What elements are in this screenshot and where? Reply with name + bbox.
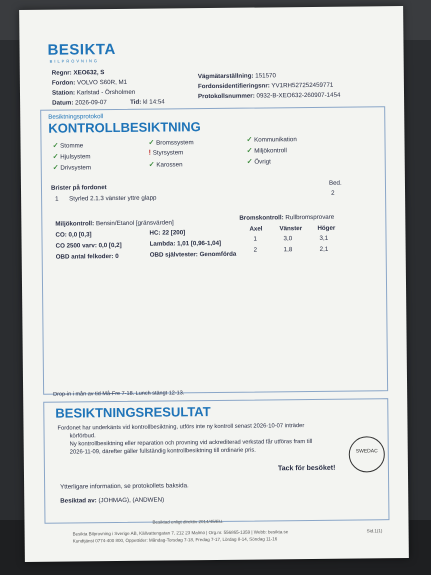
tid-row: Tid: kl 14:54 (130, 98, 165, 106)
datum-row: Datum: 2026-09-07 (52, 99, 107, 107)
broms-label: Bromskontroll: Rullbromsprovare (239, 213, 335, 222)
miljo-co: CO: 0,0 [0,3] (55, 231, 92, 239)
dropin-text: Drop-in i mån av tid Må-Fre 7-18. Lunch stängt 12-13. (53, 390, 185, 398)
check-icon: ✓ (148, 161, 155, 169)
check-karossen: ✓ Karossen (148, 161, 183, 169)
vagmatar-row: Vägmätarställning: 151570 (197, 72, 276, 81)
check-icon: ✓ (246, 158, 253, 166)
protokoll-title: KONTROLLBESIKTNING (48, 119, 201, 136)
broms-cell: 3,0 (283, 235, 293, 243)
miljo-label: Miljökontroll: Bensin/Etanol [gränsvärden] (55, 219, 174, 228)
miljo-obd: OBD antal felkoder: 0 (55, 252, 119, 261)
protokoll-label: Besiktningsprotokoll (48, 113, 104, 121)
miljo-hc: HC: 22 [200] (149, 229, 186, 237)
footer-line-2: Kundtjänst 0774-400 800, Öppettider: Måndag-Torsdag 7-18, Fredag 7-17, Lördag 8-14, Söndag 11-16 (72, 536, 278, 544)
check-hjulsystem: ✓ Hjulsystem (52, 153, 91, 161)
broms-cell: 2 (253, 246, 258, 254)
check-icon: ✓ (246, 136, 253, 144)
miljo-obd-sjalvtester: OBD självtester: Genomförda (149, 250, 237, 259)
check-icon: ✓ (52, 164, 59, 172)
check-ovrigt: ✓ Övrigt (246, 158, 271, 166)
broms-header-axel: Axel (249, 225, 263, 233)
check-icon: ✓ (148, 139, 155, 147)
broms-header-hoger: Höger (317, 224, 336, 232)
check-styrsystem: ! Styrsystem (148, 149, 184, 157)
check-stomme: ✓ Stomme (52, 142, 84, 150)
page-number: Sid.1(1) (366, 528, 383, 534)
besiktad-row: Besiktad av: (JOHMAG), (ANDWEN) (60, 496, 165, 505)
check-bromssystem: ✓ Bromssystem (148, 139, 194, 147)
result-line-2: körförbud. (69, 433, 96, 440)
station-row: Station: Karlstad - Örsholmen (51, 88, 136, 97)
fordon-row: Fordon: VOLVO S60R, M1 (51, 78, 128, 87)
check-icon: ✓ (52, 142, 59, 150)
broms-cell: 1 (253, 235, 258, 243)
broms-header-vanster: Vänster (279, 225, 303, 233)
miljo-lambda: Lambda: 1,01 [0,96-1,04] (149, 239, 222, 248)
broms-cell: 3,1 (319, 234, 329, 242)
swedac-seal-icon: SWEDAC (349, 436, 385, 472)
protokoll-nr-row: Protokollsnummer: 0932-B-XEO632-260907-1454 (198, 91, 341, 101)
tack-text: Tack för besöket! (277, 464, 336, 473)
logo-tagline: BILPROVNING (49, 58, 100, 64)
brister-bed: 2 (331, 189, 335, 197)
check-icon: ✓ (246, 147, 253, 155)
direktiv-text: Besiktad enligt direktiv 2014/45/EU. (152, 518, 224, 525)
result-line-1: Fordonet har underkänts vid kontrollbesiktning, utförs inte ny kontroll senast 2026-10-07 inträder (57, 423, 305, 432)
check-icon: ✓ (52, 153, 59, 161)
result-title: BESIKTNINGSRESULTAT (55, 404, 211, 421)
brister-no: 1 (55, 195, 59, 203)
warning-icon: ! (148, 149, 152, 157)
brister-label: Brister på fordonet (50, 184, 107, 192)
result-line-4: 2026-11-09, därefter gäller fullständig kontrollbesiktning till ordinarie pris. (69, 447, 256, 456)
inspection-document (19, 6, 409, 562)
brister-text: Styrled 2.1.3 vänster yttre glapp (69, 194, 157, 203)
bed-label: Bed. (328, 179, 342, 187)
broms-cell: 1,8 (283, 246, 293, 254)
ytterligare-text: Ytterligare information, se protokollets baksida. (60, 482, 189, 491)
check-drivsystem: ✓ Drivsystem (52, 164, 92, 172)
footer-line-1: Besikta Bilprovning i Sverige AB, Källvattengatan 7, 212 23 Malmö | Org.nr. 556865-1359 | Webb: besikta.se (72, 529, 289, 537)
broms-cell: 2,1 (319, 245, 329, 253)
result-line-3: Ny kontrollbesiktning eller reparation och provning vid ackrediterad verkstad får utföras fram till (69, 438, 313, 448)
besikta-logo: BESIKTA (47, 41, 116, 59)
check-miljokontroll: ✓ Miljökontroll (246, 147, 287, 155)
regnr-row: Regnr: XEO632, S (51, 69, 105, 77)
fid-row: Fordonsidentifieringsnr: YV1RH527252459771 (197, 81, 334, 91)
miljo-co2500: CO 2500 varv: 0,0 [0,2] (55, 241, 122, 250)
check-kommunikation: ✓ Kommunikation (246, 136, 297, 144)
